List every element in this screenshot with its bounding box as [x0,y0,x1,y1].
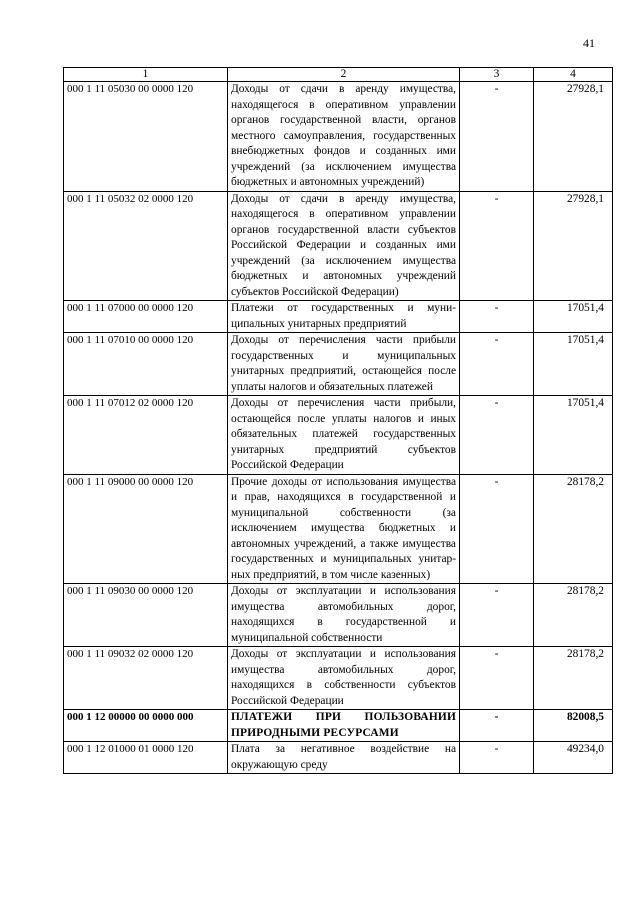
revenue-table [63,67,613,774]
budget-code-cell: 000 1 11 05030 00 0000 120 [64,82,228,192]
table-row [64,301,613,333]
column-3-cell: - [460,396,534,475]
amount-cell: 27928,1 [534,82,613,192]
revenue-name-cell: Доходы от эксплуатации и использования имущества автомобильных дорог, находящихся в собственности субъектов Российской Федерации [228,647,460,710]
page-number: 41 [583,36,595,50]
budget-code-cell: 000 1 11 09030 00 0000 120 [64,584,228,647]
budget-code-cell: 000 1 11 05032 02 0000 120 [64,191,228,301]
table-row [64,474,613,584]
column-3-cell: - [460,584,534,647]
amount-cell: 17051,4 [534,333,613,396]
column-3-cell: - [460,333,534,396]
budget-code-cell: 000 1 11 09032 02 0000 120 [64,647,228,710]
amount-cell: 17051,4 [534,396,613,475]
budget-code-cell: 000 1 11 07012 02 0000 120 [64,396,228,475]
amount-cell: 17051,4 [534,301,613,333]
column-header-4: 4 [534,68,613,82]
budget-code-cell: 000 1 12 01000 01 0000 120 [64,742,228,774]
budget-code-cell: 000 1 12 00000 00 0000 000 [64,710,228,742]
column-header-3: 3 [460,68,534,82]
column-3-cell: - [460,191,534,301]
amount-cell: 49234,0 [534,742,613,774]
amount-cell: 82008,5 [534,710,613,742]
table-row [64,396,613,475]
column-header-1: 1 [64,68,228,82]
amount-cell: 28178,2 [534,584,613,647]
table-header-row [64,68,613,82]
column-3-cell: - [460,474,534,584]
table-row [64,647,613,710]
amount-cell: 27928,1 [534,191,613,301]
revenue-name-cell: Платежи от государственных и муниципальных унитарных предприятий [228,301,460,333]
amount-cell: 28178,2 [534,647,613,710]
revenue-name-cell: Доходы от перечисления части прибыли, остающейся после уплаты налогов и иных обязательных платежей государственных унитарных предприятий субъектов Российской Федерации [228,396,460,475]
budget-code-cell: 000 1 11 07000 00 0000 120 [64,301,228,333]
revenue-name-cell: Доходы от сдачи в аренду имущества, находящегося в оперативном управлении органов государственной власти, органов местного самоуправления, государственных внебюджетных фондов и созданных ими учреждений (за исключением имущества бюджетных и автономных учреждений) [228,82,460,192]
revenue-name-cell: Доходы от перечисления части прибыли государственных и муниципальных унитарных предприятий, остающейся после уплаты налогов и обязательных платежей [228,333,460,396]
table-row [64,191,613,301]
column-3-cell: - [460,82,534,192]
column-3-cell: - [460,742,534,774]
column-3-cell: - [460,647,534,710]
revenue-name-cell: Плата за негативное воздействие на окружающую среду [228,742,460,774]
table-body [64,82,613,774]
revenue-name-cell: Прочие доходы от использования имущества и прав, находящихся в государственной и муниципальной собственности (за исключением имущества бюджетных и автономных учреждений, а также имущества государственных и муниципальных унитарных предприятий, в том числе казенных) [228,474,460,584]
revenue-name-cell: Доходы от сдачи в аренду имущества, находящегося в оперативном управлении органов государственной власти субъектов Российской Федерации и созданных ими учреждений (за исключением имущества бюджетных и автономных учреждений субъектов Российской Федерации) [228,191,460,301]
table-row [64,333,613,396]
table-row [64,710,613,742]
table-row [64,742,613,774]
column-header-2: 2 [228,68,460,82]
revenue-name-cell: ПЛАТЕЖИ ПРИ ПОЛЬЗОВАНИИ ПРИРОДНЫМИ РЕСУРСАМИ [228,710,460,742]
revenue-name-cell: Доходы от эксплуатации и использования имущества автомобильных дорог, находящихся в государственной и муниципальной собственности [228,584,460,647]
column-3-cell: - [460,301,534,333]
amount-cell: 28178,2 [534,474,613,584]
table-row [64,584,613,647]
budget-code-cell: 000 1 11 07010 00 0000 120 [64,333,228,396]
table-row [64,82,613,192]
budget-code-cell: 000 1 11 09000 00 0000 120 [64,474,228,584]
column-3-cell: - [460,710,534,742]
